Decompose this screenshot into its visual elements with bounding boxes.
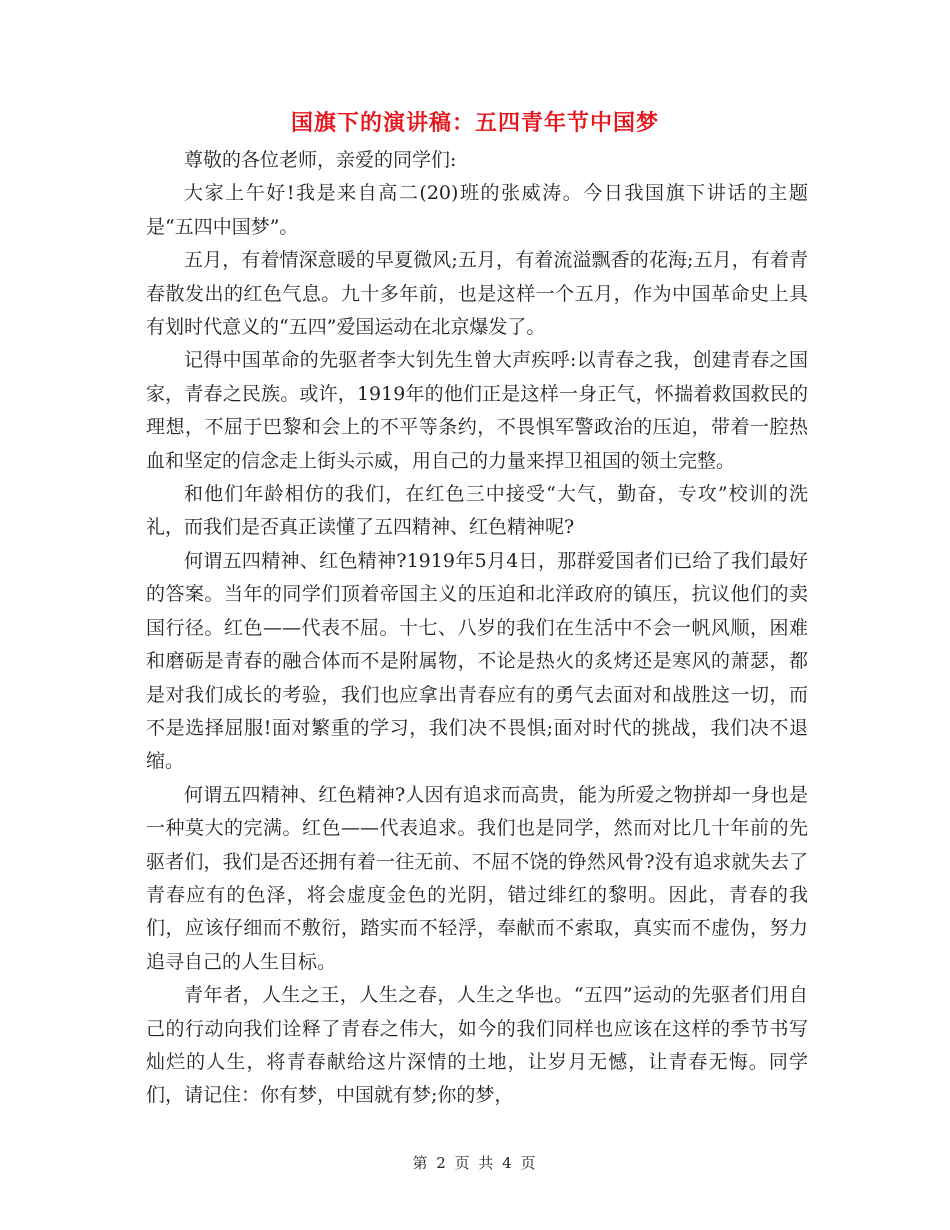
paragraph-school-motto: 和他们年龄相仿的我们，在红色三中接受“大气，勤奋，专攻”校训的洗礼，而我们是否真正读懂了五四精神、红色精神呢? [146,483,808,539]
paragraph-unyielding: 何谓五四精神、红色精神?1919年5月4日，那群爱国者们已给了我们最好的答案。当年的同学们顶着帝国主义的压迫和北洋政府的镇压，抗议他们的卖国行径。红色——代表不屈。十七、八岁的我们在生活中不会一帆风顺，困难和磨砺是青春的融合体而不是附属物，不论是热火的炙烤还是寒风的萧瑟，都是对我们成长的考验，我们也应拿出青春应有的勇气去面对和战胜这一切，而不是选择屈服!面对繁重的学习，我们决不畏惧;面对时代的挑战，我们决不退缩。 [146,549,808,773]
paragraph-li-dazhao: 记得中国革命的先驱者李大钊先生曾大声疾呼:以青春之我，创建青春之国家，青春之民族。或许，1919年的他们正是这样一身正气，怀揣着救国救民的理想，不屈于巴黎和会上的不平等条约，不畏惧军警政治的压迫，带着一腔热血和坚定的信念走上街头示威，用自己的力量来捍卫祖国的领土完整。 [146,349,808,472]
document-body [146,144,808,1113]
document-title: 国旗下的演讲稿：五四青年节中国梦 [290,110,659,136]
paragraph-pursuit: 何谓五四精神、红色精神?人因有追求而高贵，能为所爱之物拼却一身也是一种莫大的完满。红色——代表追求。我们也是同学，然而对比几十年前的先驱者们，我们是否还拥有着一往无前、不屈不饶的铮然风骨?没有追求就失去了青春应有的色泽，将会虚度金色的光阴，错过绯红的黎明。因此，青春的我们，应该仔细而不敷衍，踏实而不轻浮，奉献而不索取，真实而不虚伪，努力追寻自己的人生目标。 [146,783,808,973]
page-number-footer: 第 2 页 共 4 页 [412,1154,538,1172]
paragraph-may: 五月，有着情深意暖的早夏微风;五月，有着流溢飘香的花海;五月，有着青春散发出的红色气息。九十多年前，也是这样一个五月，作为中国革命史上具有划时代意义的“五四”爱国运动在北京爆发了。 [146,249,808,339]
paragraph-greeting: 尊敬的各位老师，亲爱的同学们: [184,149,457,171]
paragraph-introduction: 大家上午好!我是来自高二(20)班的张威涛。今日我国旗下讲话的主题是“五四中国梦”。 [146,182,808,238]
paragraph-youth: 青年者，人生之王，人生之春，人生之华也。“五四”运动的先驱者们用自己的行动向我们诠释了青春之伟大，如今的我们同样也应该在这样的季节书写灿烂的人生，将青春献给这片深情的土地，让岁月无憾，让青春无悔。同学们，请记住：你有梦，中国就有梦;你的梦， [146,984,808,1107]
